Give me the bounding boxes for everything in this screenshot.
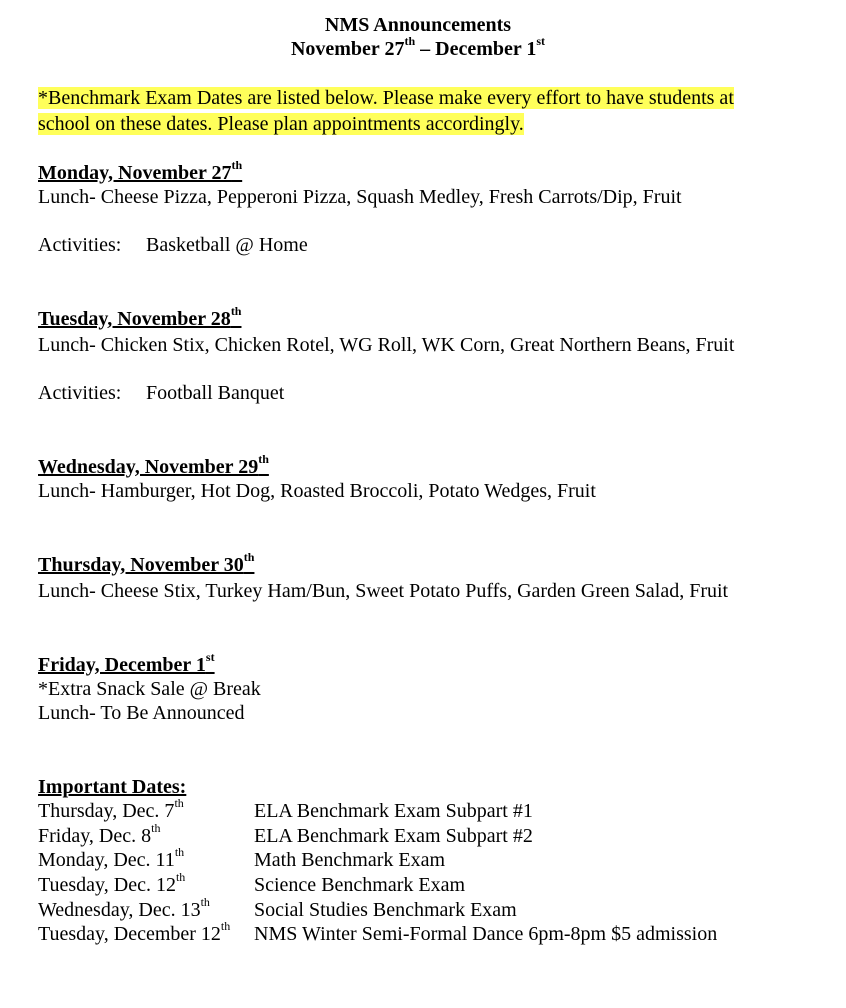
week-start: November 27	[290, 38, 405, 60]
event-cell: Math Benchmark Exam	[254, 849, 446, 871]
date-suffix: th	[174, 796, 184, 811]
important-date-row	[38, 895, 517, 922]
wednesday-heading	[38, 452, 269, 479]
date-suffix: th	[151, 821, 161, 836]
thursday-heading-text: Thursday, November 30	[38, 554, 244, 576]
document-title: NMS Announcements	[324, 14, 512, 36]
date-text: Thursday, Dec. 7	[38, 800, 175, 822]
date-suffix: th	[200, 895, 210, 910]
date-suffix: th	[175, 870, 186, 885]
tuesday-activities-label: Activities:	[38, 382, 122, 404]
friday-lunch: Lunch- To Be Announced	[38, 702, 245, 724]
thursday-heading-suffix: th	[243, 550, 255, 565]
date-text: Tuesday, Dec. 12	[38, 874, 176, 896]
monday-activities	[38, 233, 308, 257]
tuesday-activities	[38, 381, 284, 405]
friday-note: *Extra Snack Sale @ Break	[38, 678, 261, 700]
date-text: Tuesday, December 12	[38, 923, 221, 945]
important-date-row	[38, 796, 533, 823]
thursday-heading	[38, 550, 255, 577]
date-cell	[38, 870, 254, 897]
event-cell: ELA Benchmark Exam Subpart #2	[254, 825, 533, 847]
date-cell	[38, 845, 254, 872]
date-cell	[38, 796, 254, 823]
notice-line-1: *Benchmark Exam Dates are listed below. Please make every effort to have students at	[38, 87, 734, 109]
date-cell	[38, 919, 254, 946]
friday-heading-suffix: st	[205, 650, 215, 665]
date-cell	[38, 821, 254, 848]
important-dates-heading: Important Dates:	[38, 776, 187, 798]
important-date-row	[38, 845, 446, 872]
monday-heading-text: Monday, November 27	[38, 162, 232, 184]
benchmark-notice	[38, 85, 798, 137]
important-date-row	[38, 919, 718, 946]
week-dash: –	[415, 38, 436, 60]
monday-lunch: Lunch- Cheese Pizza, Pepperoni Pizza, Squash Medley, Fresh Carrots/Dip, Fruit	[38, 186, 682, 208]
event-cell: NMS Winter Semi-Formal Dance 6pm-8pm $5 admission	[254, 923, 718, 945]
event-cell: Social Studies Benchmark Exam	[254, 899, 517, 921]
event-cell: Science Benchmark Exam	[254, 874, 466, 896]
date-text: Monday, Dec. 11	[38, 849, 175, 871]
monday-activities-value: Basketball @ Home	[146, 234, 308, 256]
tuesday-heading-text: Tuesday, November 28	[38, 308, 231, 330]
wednesday-heading-suffix: th	[258, 452, 269, 467]
friday-heading	[38, 650, 215, 677]
week-start-suffix: th	[404, 34, 416, 49]
friday-heading-text: Friday, December 1	[38, 654, 206, 676]
date-text: Wednesday, Dec. 13	[38, 899, 201, 921]
monday-heading-suffix: th	[231, 158, 243, 173]
important-date-row	[38, 870, 466, 897]
monday-heading	[38, 158, 243, 185]
wednesday-heading-text: Wednesday, November 29	[38, 456, 259, 478]
date-text: Friday, Dec. 8	[38, 825, 152, 847]
event-cell: ELA Benchmark Exam Subpart #1	[254, 800, 533, 822]
important-date-row	[38, 821, 533, 848]
thursday-lunch: Lunch- Cheese Stix, Turkey Ham/Bun, Sweet Potato Puffs, Garden Green Salad, Fruit	[38, 580, 729, 602]
week-end-suffix: st	[536, 34, 546, 49]
tuesday-lunch: Lunch- Chicken Stix, Chicken Rotel, WG Roll, WK Corn, Great Northern Beans, Fruit	[38, 334, 735, 356]
week-end: December 1	[435, 38, 537, 60]
wednesday-lunch: Lunch- Hamburger, Hot Dog, Roasted Broccoli, Potato Wedges, Fruit	[38, 480, 596, 502]
date-suffix: th	[220, 919, 231, 934]
tuesday-heading	[38, 304, 242, 331]
notice-line-2: school on these dates. Please plan appointments accordingly.	[38, 113, 524, 135]
monday-activities-label: Activities:	[38, 234, 122, 256]
tuesday-heading-suffix: th	[230, 304, 242, 319]
date-suffix: th	[174, 845, 185, 860]
tuesday-activities-value: Football Banquet	[146, 382, 285, 404]
week-range	[38, 34, 798, 61]
